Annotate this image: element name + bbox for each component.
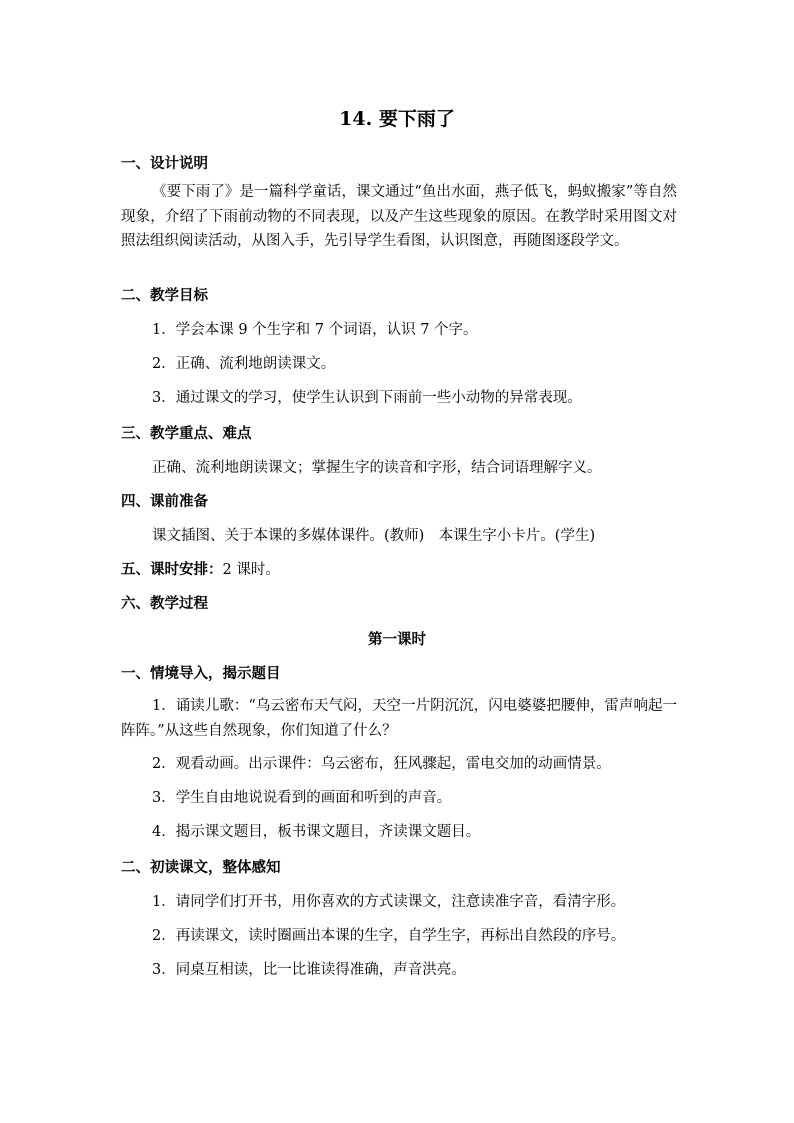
intro-item: 4．揭示课文题目，板书课文题目，齐读课文题目。 — [152, 824, 481, 840]
goal-item: 2．正确、流利地朗读课文。 — [152, 356, 336, 372]
key-points-text: 正确、流利地朗读课文；掌握生字的读音和字形，结合词语理解字义。 — [152, 460, 602, 476]
intro-item: 3．学生自由地说说看到的画面和听到的声音。 — [152, 790, 452, 806]
section-heading-schedule: 五、课时安排： — [121, 561, 223, 578]
schedule-line — [121, 558, 280, 579]
lesson-subtitle: 第一课时 — [368, 631, 426, 648]
document-title: 14. 要下雨了 — [339, 108, 455, 130]
goal-item: 1．学会本课 9 个生字和 7 个词语，认识 7 个字。 — [152, 322, 478, 338]
section-heading-key-points: 三、教学重点、难点 — [121, 425, 252, 442]
section-heading-preparation: 四、课前准备 — [121, 493, 208, 510]
first-read-item: 2．再读课文，读时圈画出本课的生字，自学生字，再标出自然段的序号。 — [152, 928, 626, 944]
schedule-text: 2 课时。 — [222, 562, 280, 578]
first-read-item: 3．同桌互相读，比一比谁读得准确，声音洪亮。 — [152, 962, 466, 978]
step-heading-first-read: 二、初读课文，整体感知 — [121, 859, 281, 876]
intro-item: 1．诵读儿歌：“乌云密布天气闷，天空一片阴沉沉，闪电婆婆把腰伸，雷声响起一阵阵。”从这些自然现象，你们知道了什么？ — [121, 698, 677, 739]
section-heading-design: 一、设计说明 — [121, 155, 208, 172]
first-read-item: 1．请同学们打开书，用你喜欢的方式读课文，注意读准字音，看清字形。 — [152, 894, 626, 910]
preparation-text: 课文插图、关于本课的多媒体课件。(教师) 本课生字小卡片。(学生) — [152, 528, 596, 544]
step-heading-intro: 一、情境导入，揭示题目 — [121, 665, 281, 682]
intro-item: 2．观看动画。出示课件：乌云密布，狂风骤起，雷电交加的动画情景。 — [152, 756, 611, 772]
section-heading-goals: 二、教学目标 — [121, 287, 208, 304]
goal-item: 3．通过课文的学习，使学生认识到下雨前一些小动物的异常表现。 — [152, 390, 582, 406]
section-heading-process: 六、教学过程 — [121, 595, 208, 612]
design-description-paragraph: 《要下雨了》是一篇科学童话，课文通过“鱼出水面，燕子低飞，蚂蚁搬家”等自然现象，介绍了下雨前动物的不同表现，以及产生这些现象的原因。在教学时采用图文对照法组织阅读活动，从图入手，先引导学生看图，认识图意，再随图逐段学文。 — [121, 184, 677, 249]
